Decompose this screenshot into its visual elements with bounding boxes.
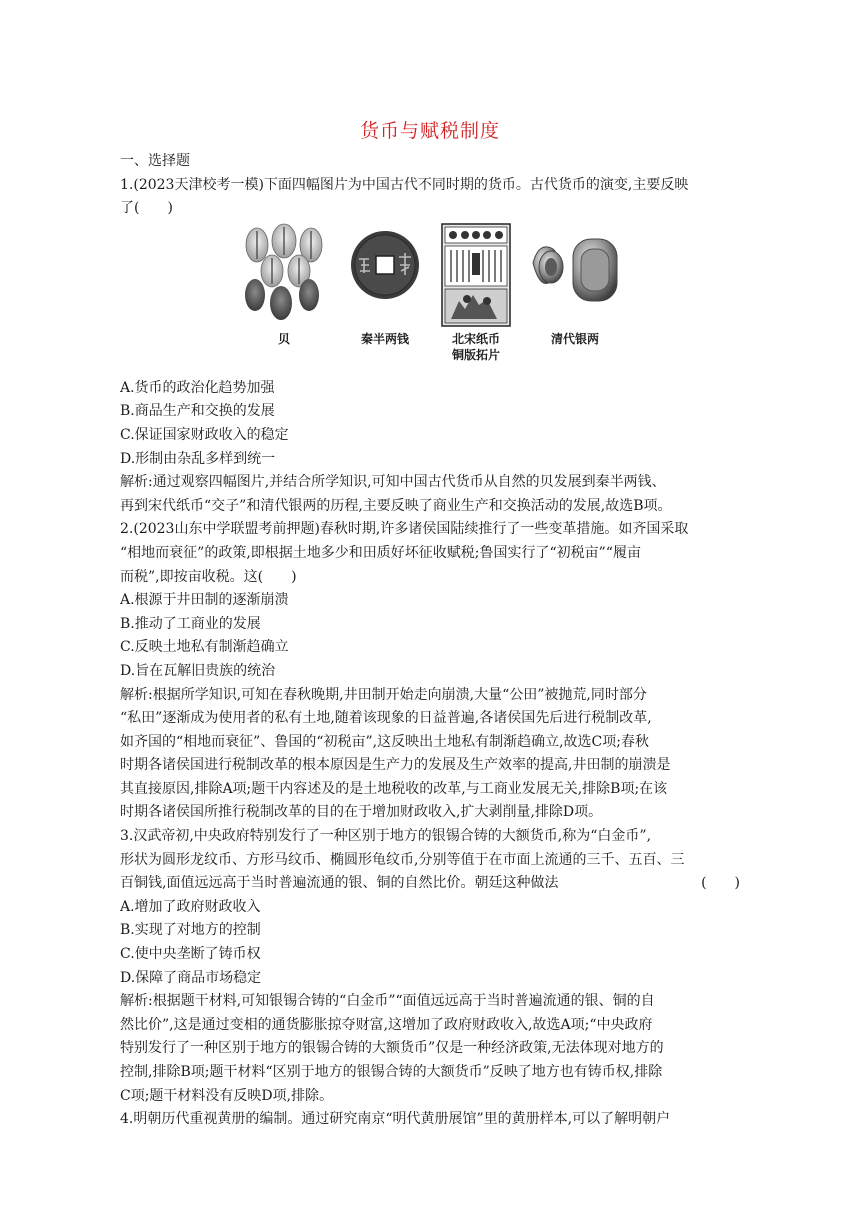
q3-stem-line2: 形状为圆形龙纹币、方形马纹币、椭圆形龟纹币,分别等值于在市面上流通的三千、五百、三 — [120, 851, 685, 868]
q2-option-a: A.根源于井田制的逐渐崩溃 — [120, 592, 289, 609]
caption-jiaozi-line1: 北宋纸币 — [451, 331, 500, 346]
section-heading: 一、选择题 — [120, 153, 190, 169]
q1-analysis-line2: 再到宋代纸币“交子”和清代银两的历程,主要反映了商业生产和交换活动的发展,故选B项。 — [120, 497, 672, 514]
q3-option-d: D.保障了商品市场稳定 — [120, 969, 262, 986]
q2-stem-line3: 而税”,即按亩收税。这( ) — [120, 568, 297, 585]
q3-analysis-line5: C项;题干材料没有反映D项,排除。 — [120, 1087, 334, 1104]
q3-stem-line3 — [120, 872, 740, 896]
q2-option-d: D.旨在瓦解旧贵族的统治 — [120, 662, 276, 679]
q3-option-b: B.实现了对地方的控制 — [120, 922, 261, 939]
silver-ingot-image — [529, 223, 621, 373]
q2-option-b: B.推动了工商业的发展 — [120, 615, 261, 632]
cowrie-shells-icon — [239, 223, 329, 327]
caption-jiaozi-line2: 铜版拓片 — [451, 347, 500, 362]
paper-note-print-icon — [441, 223, 511, 327]
caption-shell: 贝 — [277, 331, 290, 346]
currency-figure — [120, 223, 740, 373]
q3-analysis-line3: 特别发行了一种区别于地方的银锡合铸的大额货币”仅是一种经济政策,无法体现对地方的 — [120, 1040, 664, 1057]
caption-banliang: 秦半两钱 — [360, 331, 409, 346]
q2-stem-line1: 2.(2023山东中学联盟考前押题)春秋时期,许多诸侯国陆续推行了一些变革措施。如齐国采取 — [120, 521, 689, 538]
q1-option-c: C.保证国家财政收入的稳定 — [120, 426, 289, 443]
q1-option-b: B.商品生产和交换的发展 — [120, 403, 275, 420]
q2-analysis-line2: “私田”逐渐成为使用者的私有土地,随着该现象的日益普遍,各诸侯国先后进行税制改革, — [120, 710, 652, 727]
q3-analysis-line2: 然比价”,这是通过变相的通货膨胀掠夺财富,这增加了政府财政收入,故选A项;“中央政府 — [120, 1016, 653, 1033]
q3-option-c: C.使中央垄断了铸币权 — [120, 946, 261, 963]
q3-stem-text: 百铜钱,面值远远高于当时普遍流通的银、铜的自然比价。朝廷这种做法 — [120, 875, 559, 892]
q4-stem-line1: 4.明朝历代重视黄册的编制。通过研究南京“明代黄册展馆”里的黄册样本,可以了解明朝户 — [120, 1111, 671, 1128]
q2-analysis-line6: 时期各诸侯国所推行税制改革的目的在于增加财政收入,扩大剥削量,排除D项。 — [120, 804, 603, 821]
q1-stem-line1: 1.(2023天津校考一模)下面四幅图片为中国古代不同时期的货币。古代货币的演变,主要反映 — [120, 176, 689, 193]
q2-option-c: C.反映土地私有制渐趋确立 — [120, 639, 289, 656]
document-body — [120, 150, 740, 1132]
q3-answer-blank: ( ) — [701, 875, 740, 892]
q2-stem-line2: “相地而衰征”的政策,即根据土地多少和田质好坏征收赋税;鲁国实行了“初税亩”“履亩 — [120, 544, 641, 561]
silver-ingot-icon — [529, 223, 621, 327]
q1-option-a: A.货币的政治化趋势加强 — [120, 379, 275, 396]
square-hole-coin-icon — [347, 223, 423, 327]
q2-analysis-line4: 时期各诸侯国进行税制改革的根本原因是生产力的发展及生产效率的提高,井田制的崩溃是 — [120, 757, 671, 774]
q2-analysis-line1: 解析:根据所学知识,可知在春秋晚期,井田制开始走向崩溃,大量“公田”被抛荒,同时部分 — [120, 686, 647, 703]
q2-analysis-line5: 其直接原因,排除A项;题干内容述及的是土地税收的改革,与工商业发展无关,排除B项;在该 — [120, 780, 668, 797]
q3-option-a: A.增加了政府财政收入 — [120, 898, 261, 915]
shell-money-image — [239, 223, 329, 373]
banliang-coin-image — [347, 223, 423, 373]
caption-silver: 清代银两 — [550, 331, 599, 346]
q3-analysis-line4: 控制,排除B项;题干材料“区别于地方的银锡合铸的大额货币”反映了地方也有铸币权,排除 — [120, 1064, 663, 1080]
page-title: 货币与赋税制度 — [359, 120, 500, 142]
q3-stem-line1: 3.汉武帝初,中央政府特别发行了一种区别于地方的银锡合铸的大额货币,称为“白金币”, — [120, 828, 652, 845]
jiaozi-note-image — [441, 223, 511, 373]
q3-analysis-line1: 解析:根据题干材料,可知银锡合铸的“白金币”“面值远远高于当时普遍流通的银、铜的自 — [120, 993, 655, 1010]
q1-stem-line2: 了( ) — [120, 200, 173, 217]
q1-analysis-line1: 解析:通过观察四幅图片,并结合所学知识,可知中国古代货币从自然的贝发展到秦半两钱、 — [120, 474, 666, 491]
q2-analysis-line3: 如齐国的“相地而衰征”、鲁国的“初税亩”,这反映出土地私有制渐趋确立,故选C项;春秋 — [120, 733, 649, 750]
q1-option-d: D.形制由杂乱多样到统一 — [120, 450, 276, 467]
